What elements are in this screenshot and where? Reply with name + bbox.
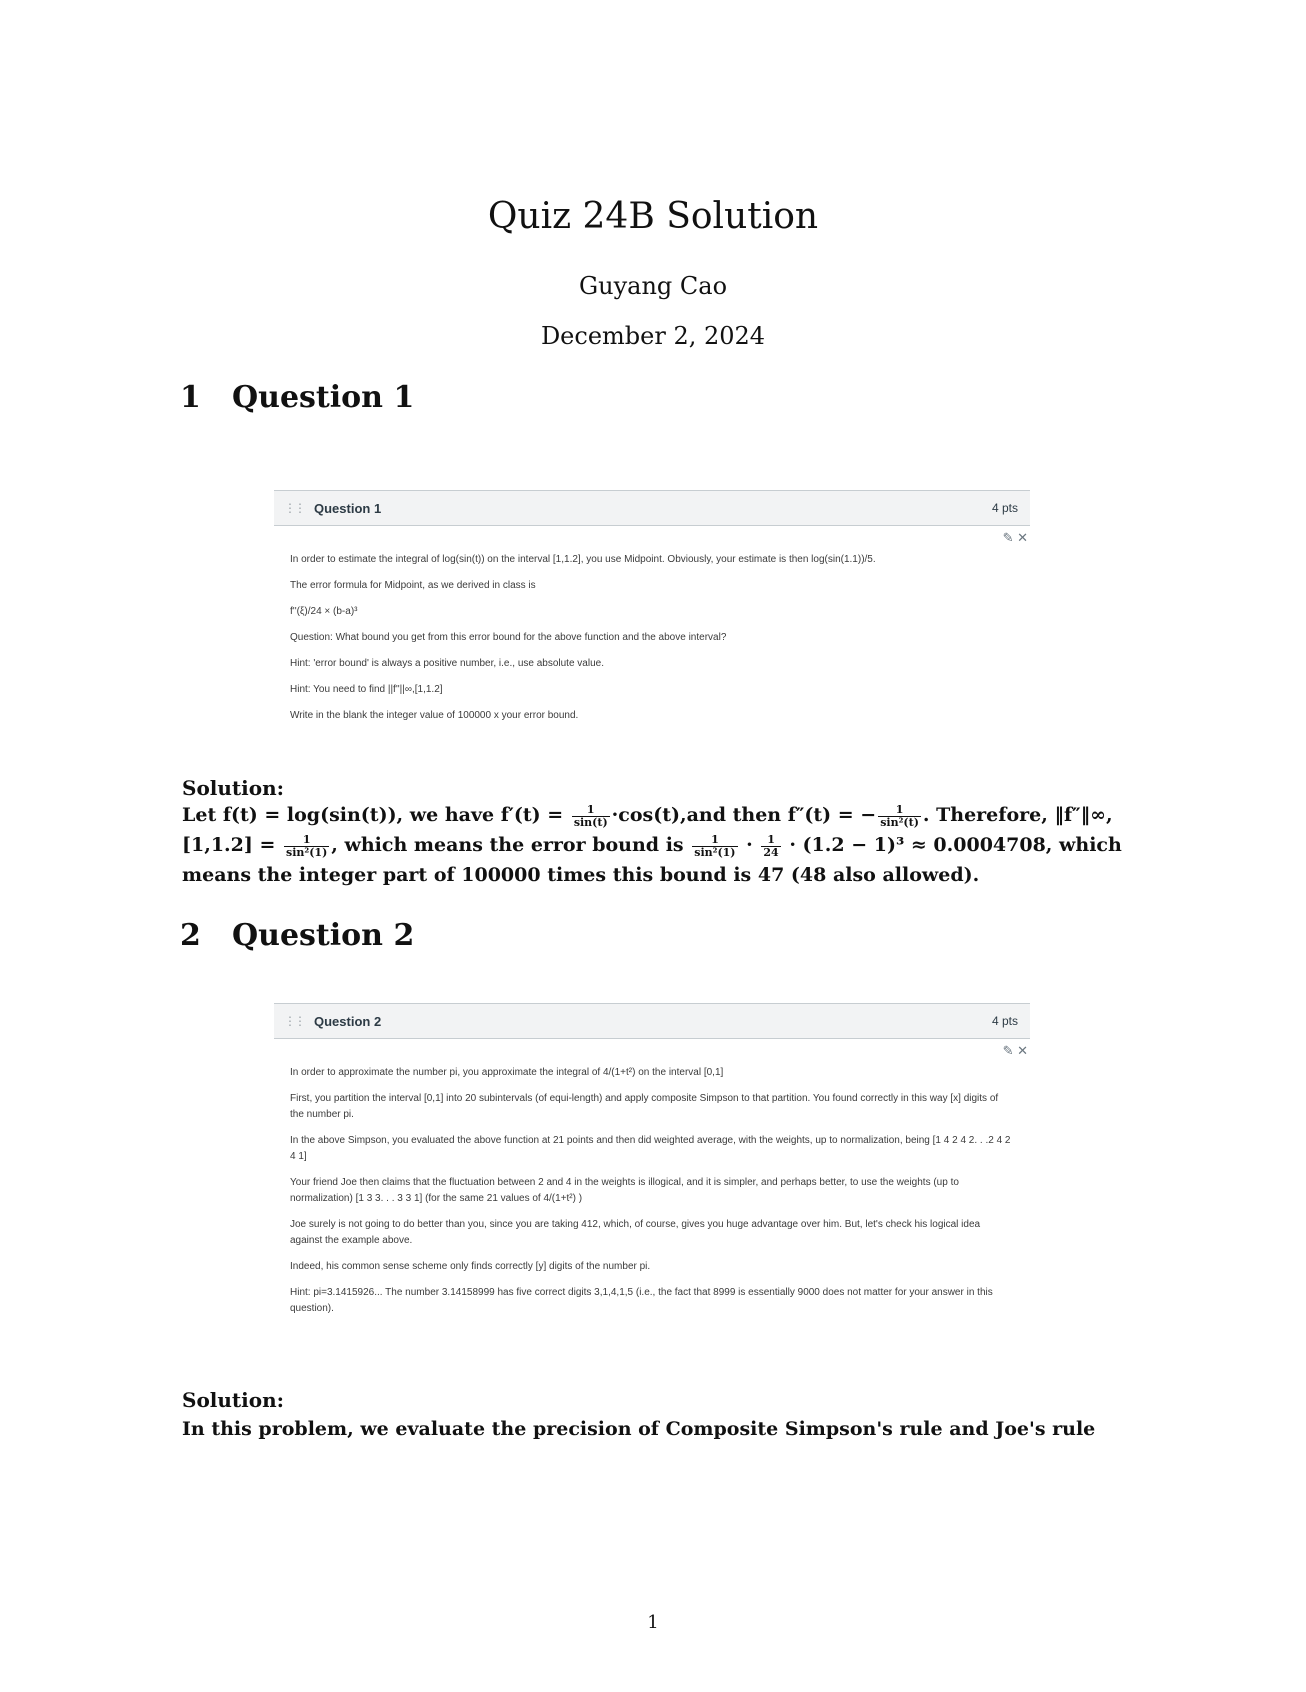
fraction (692, 834, 737, 859)
document-date: December 2, 2024 (540, 322, 766, 350)
quiz-paragraph: Hint: You need to find ||f''||∞,[1,1.2] (290, 684, 443, 695)
edit-delete-icons[interactable]: ✎ ✕ (1002, 530, 1028, 545)
quiz-points: 4 pts (991, 1014, 1018, 1028)
solution-segment: . Therefore, ‖f″‖∞,[1,1.2] = (182, 804, 1113, 856)
quiz-paragraph: The error formula for Midpoint, as we derived in class is (290, 580, 536, 591)
quiz-card-header (274, 490, 1030, 526)
fraction-denominator: sin(t) (573, 815, 608, 829)
fraction-numerator: 1 (878, 804, 921, 817)
section-title: Question 1 (232, 380, 415, 415)
fraction-denominator: sin²(1) (694, 845, 736, 859)
quiz-paragraph: In order to estimate the integral of log(sin(t)) on the interval [1,1.2], you use Midpoint. Obviously, your estimate is then log(sin(1.1))/5. (290, 554, 876, 565)
solution-segment: · (746, 834, 753, 856)
quiz-paragraph: First, you partition the interval [0,1] into 20 subintervals (of equi-length) and apply composite Simpson to that partition. You found correctly in this way [x] digits of the number pi. (290, 1093, 999, 1120)
page-number: 1 (647, 1612, 659, 1633)
quiz-paragraph: Question: What bound you get from this error bound for the above function and the above interval? (290, 632, 727, 643)
solution-segment: Let f(t) = log(sin(t)), we have f′(t) = (182, 804, 564, 826)
quiz-paragraph: Hint: pi=3.1415926... The number 3.14158999 has five correct digits 3,1,4,1,5 (i.e., the fact that 8999 is essentially 9000 does not matter for your answer in this question). (290, 1287, 993, 1314)
fraction (761, 834, 780, 859)
solution-segment: ·cos(t),and then f″(t) = − (611, 804, 877, 826)
fraction (878, 804, 921, 829)
quiz-card-1 (274, 490, 1030, 734)
solution-segment: · (1.2 − 1)³ ≈ 0.0004708, which means the integer part of 100000 times this bound is 47 (48 also allowed). (182, 834, 1122, 886)
quiz-paragraph: Indeed, his common sense scheme only finds correctly [y] digits of the number pi. (290, 1261, 651, 1272)
quiz-card-body (274, 1061, 1030, 1317)
document-author: Guyang Cao (578, 272, 728, 300)
section-title: Question 2 (232, 918, 415, 953)
section-heading-2 (180, 918, 414, 953)
quiz-card-2 (274, 1003, 1030, 1327)
solution-segment: , which means the error bound is (331, 834, 684, 856)
fraction (572, 804, 610, 829)
document-title: Quiz 24B Solution (487, 196, 819, 237)
drag-handle-icon[interactable]: ⋮⋮ (284, 501, 304, 515)
fraction (284, 834, 329, 859)
section-heading-1 (180, 380, 414, 415)
fraction-numerator: 1 (572, 804, 610, 817)
solution-label-2: Solution: (182, 1388, 285, 1412)
solution-text-1 (182, 800, 1130, 890)
quiz-points: 4 pts (991, 501, 1018, 515)
quiz-card-title: Question 1 (314, 500, 382, 516)
section-number: 2 (180, 918, 201, 953)
quiz-paragraph: f''(ξ)/24 × (b-a)³ (290, 606, 358, 617)
fraction-numerator: 1 (692, 834, 737, 847)
fraction-denominator: sin²(t) (880, 815, 919, 829)
quiz-paragraph: Your friend Joe then claims that the fluctuation between 2 and 4 in the weights is illogical, and it is simpler, and perhaps better, to use the weights (up to normalization) [1 3 3. . . 3 3 1] (for the same 21 values of 4/(1+t²) ) (290, 1177, 959, 1204)
quiz-tools[interactable] (274, 526, 1030, 548)
solution-label-1: Solution: (182, 776, 285, 800)
fraction-denominator: sin²(1) (286, 845, 328, 859)
quiz-paragraph: In the above Simpson, you evaluated the above function at 21 points and then did weighted average, with the weights, up to normalization, being [1 4 2 4 2. . .2 4 2 4 1] (290, 1135, 1011, 1162)
section-number: 1 (180, 380, 201, 415)
solution-text-2: In this problem, we evaluate the precision of Composite Simpson's rule and Joe's rule (182, 1418, 1096, 1440)
quiz-tools[interactable] (274, 1039, 1030, 1061)
quiz-card-header (274, 1003, 1030, 1039)
edit-delete-icons[interactable]: ✎ ✕ (1002, 1043, 1028, 1058)
quiz-paragraph: Write in the blank the integer value of 100000 x your error bound. (290, 710, 579, 721)
quiz-paragraph: Joe surely is not going to do better than you, since you are taking 412, which, of course, gives you huge advantage over him. But, let's check his logical idea against the example above. (290, 1219, 981, 1246)
quiz-card-body (274, 548, 1030, 724)
quiz-paragraph: In order to approximate the number pi, you approximate the integral of 4/(1+t²) on the interval [0,1] (290, 1067, 724, 1078)
fraction-denominator: 24 (763, 845, 779, 859)
quiz-card-title: Question 2 (314, 1013, 382, 1029)
fraction-numerator: 1 (761, 834, 780, 847)
fraction-numerator: 1 (284, 834, 329, 847)
drag-handle-icon[interactable]: ⋮⋮ (284, 1014, 304, 1028)
quiz-paragraph: Hint: 'error bound' is always a positive number, i.e., use absolute value. (290, 658, 604, 669)
